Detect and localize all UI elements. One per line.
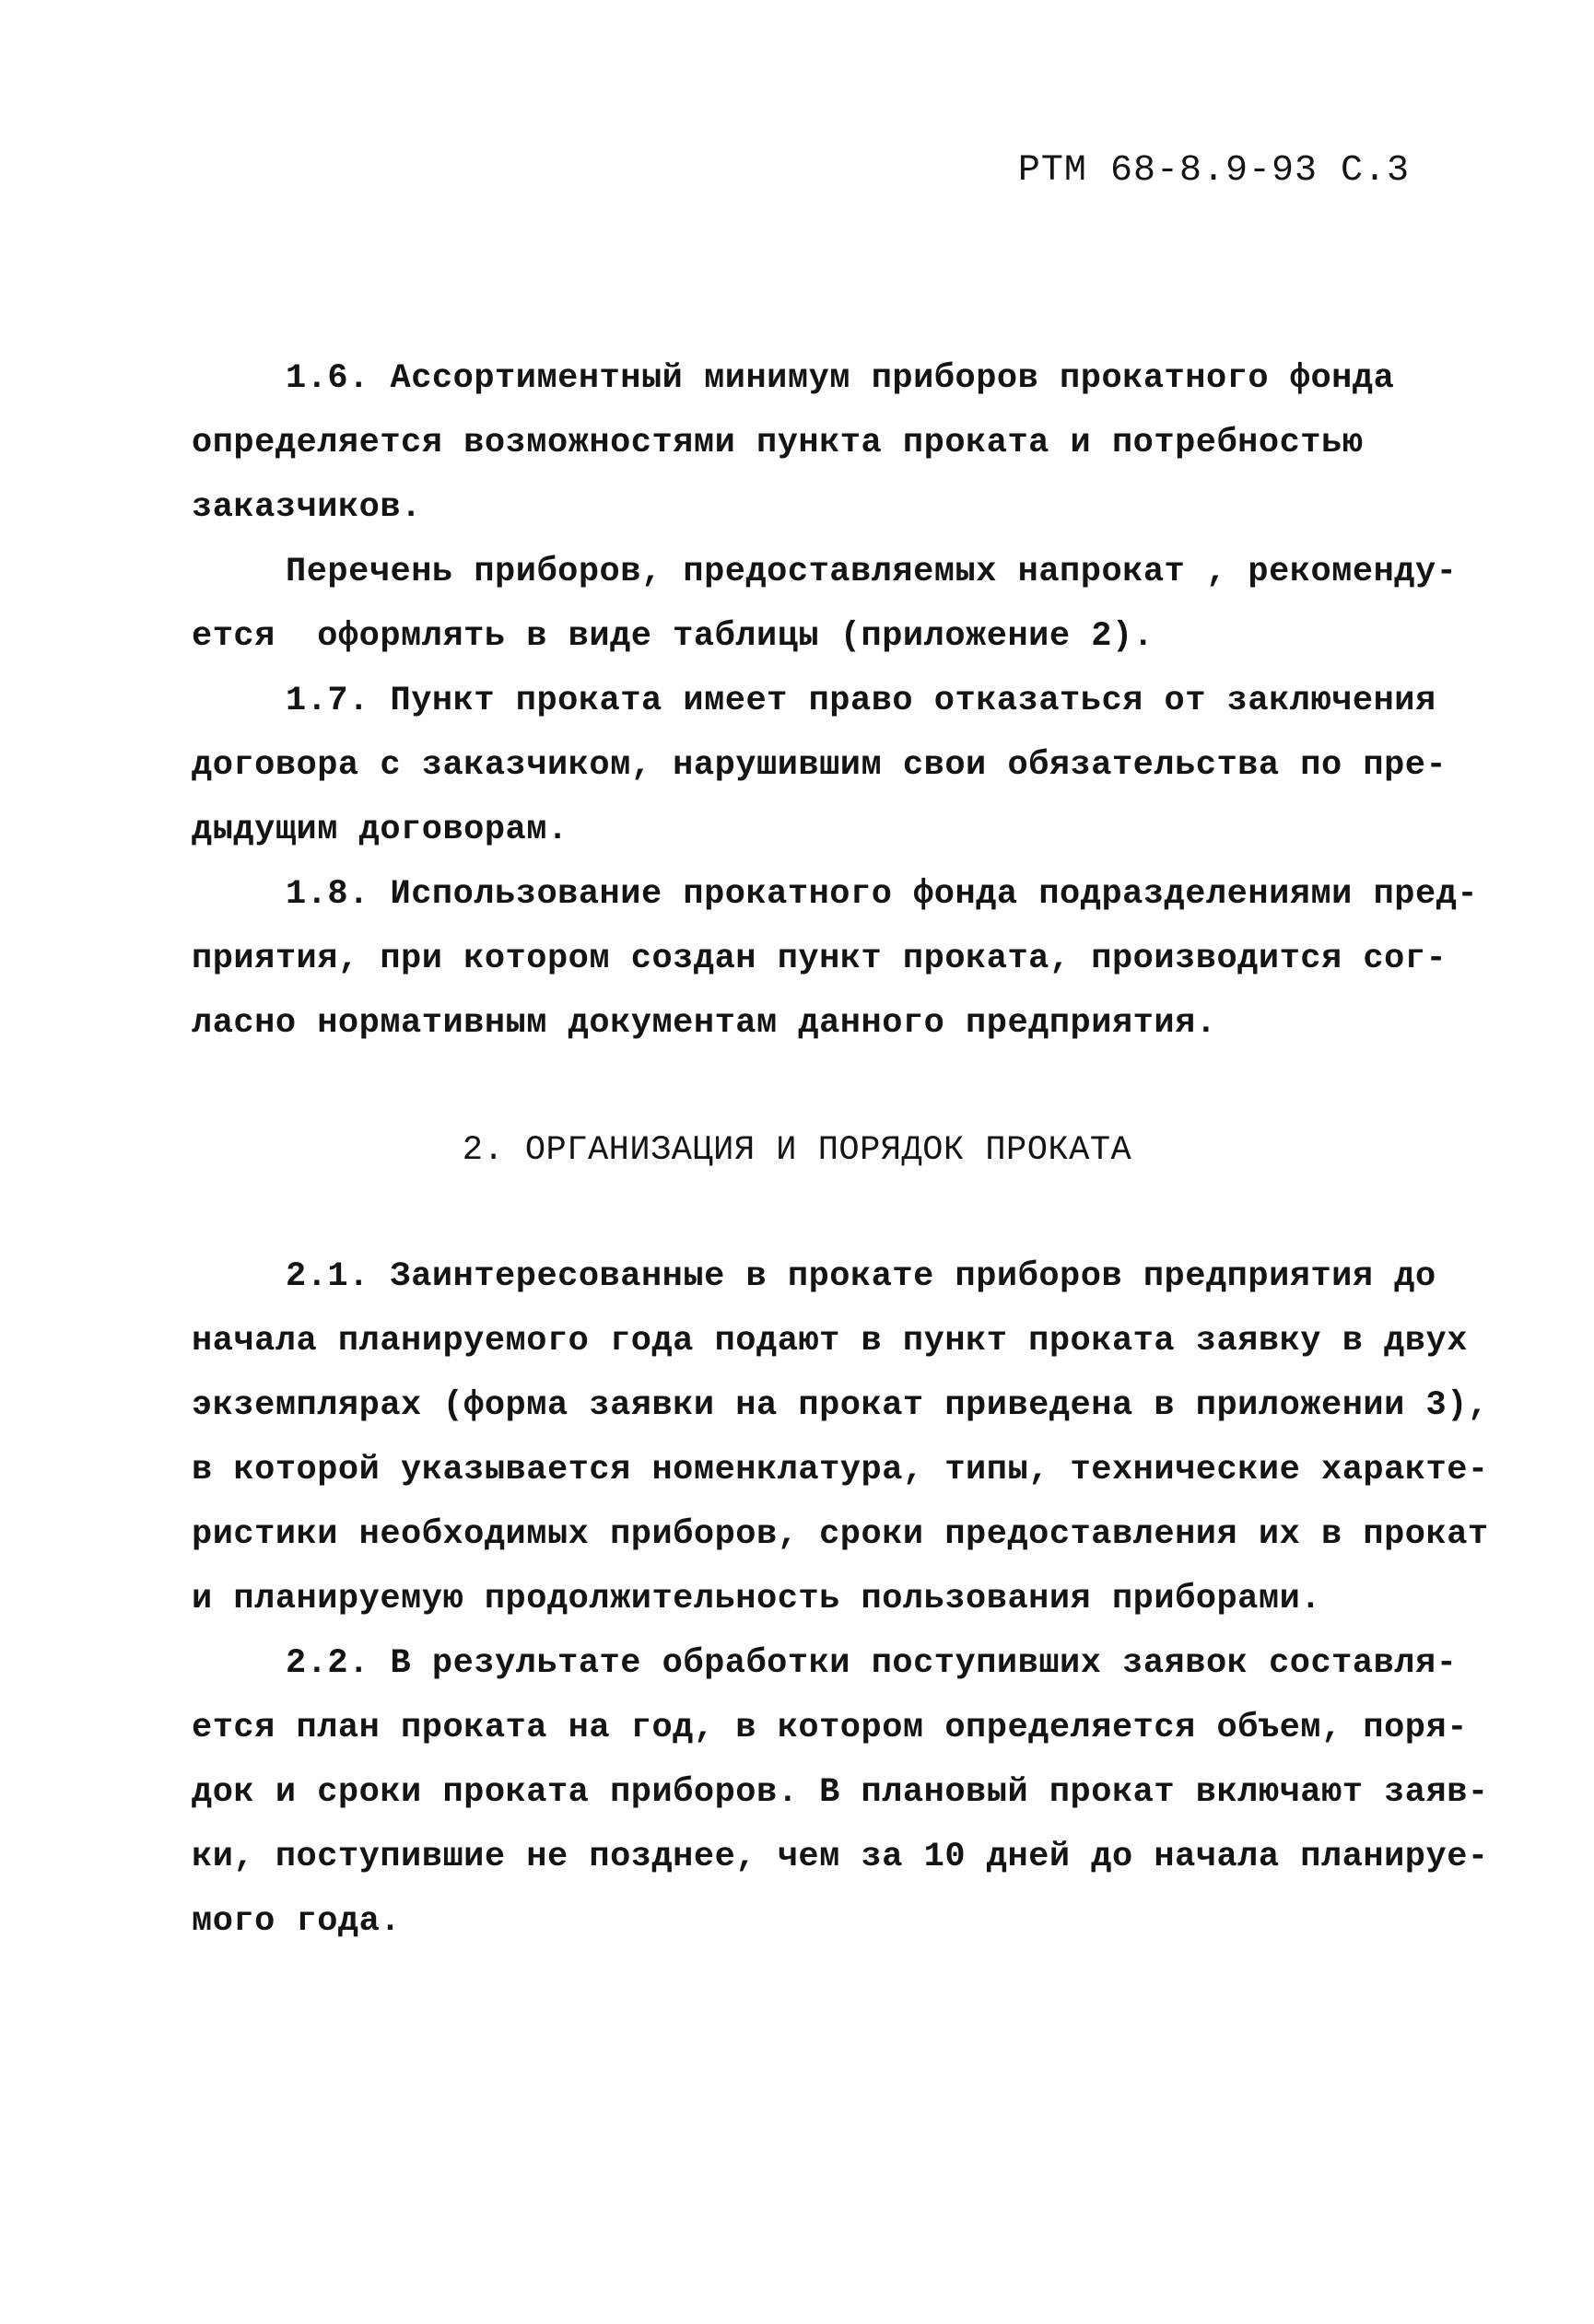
text-line: 1.7. Пункт проката имеет право отказаться от заключения <box>286 682 1436 720</box>
text-line: док и сроки проката приборов. В плановый прокат включают заяв- <box>192 1773 1489 1812</box>
text-line: приятия, при котором создан пункт проката, производится сог- <box>192 940 1447 978</box>
text-line: 1.6. Ассортиментный минимум приборов прокатного фонда <box>286 359 1395 398</box>
text-line: мого года. <box>192 1902 402 1941</box>
text-line: ки, поступившие не позднее, чем за 10 дней до начала планируе- <box>192 1838 1489 1876</box>
text-line: 2.1. Заинтересованные в прокате приборов предприятия до <box>286 1257 1436 1296</box>
text-line: дыдущим договорам. <box>192 811 568 849</box>
text-line: 1.8. Использование прокатного фонда подразделениями пред- <box>286 875 1479 914</box>
text-line: Перечень приборов, предоставляемых напрокат , рекоменду- <box>286 553 1458 591</box>
text-line: начала планируемого года подают в пункт проката заявку в двух <box>192 1322 1468 1361</box>
text-line: договора с заказчиком, нарушившим свои обязательства по пре- <box>192 746 1447 785</box>
text-line: заказчиков. <box>192 488 422 527</box>
text-line: ется план проката на год, в котором определяется объем, поря- <box>192 1709 1468 1747</box>
text-line: 2.2. В результате обработки поступивших заявок составля- <box>286 1644 1458 1683</box>
text-line: ласно нормативным документам данного предприятия. <box>192 1004 1217 1043</box>
section-heading: 2. ОРГАНИЗАЦИЯ И ПОРЯДОК ПРОКАТА <box>462 1131 1132 1170</box>
text-line: в которой указывается номенклатура, типы, технические характе- <box>192 1451 1489 1489</box>
text-line: экземплярах (форма заявки на прокат приведена в приложении 3), <box>192 1386 1489 1425</box>
document-reference: РТМ 68-8.9-93 С.3 <box>1017 150 1410 192</box>
text-line: и планируемую продолжительность пользования приборами. <box>192 1580 1321 1618</box>
text-line: определяется возможностями пункта проката и потребностью <box>192 424 1364 462</box>
text-line: ристики необходимых приборов, сроки предоставления их в прокат <box>192 1515 1489 1554</box>
text-line: ется оформлять в виде таблицы (приложение 2). <box>192 617 1154 656</box>
